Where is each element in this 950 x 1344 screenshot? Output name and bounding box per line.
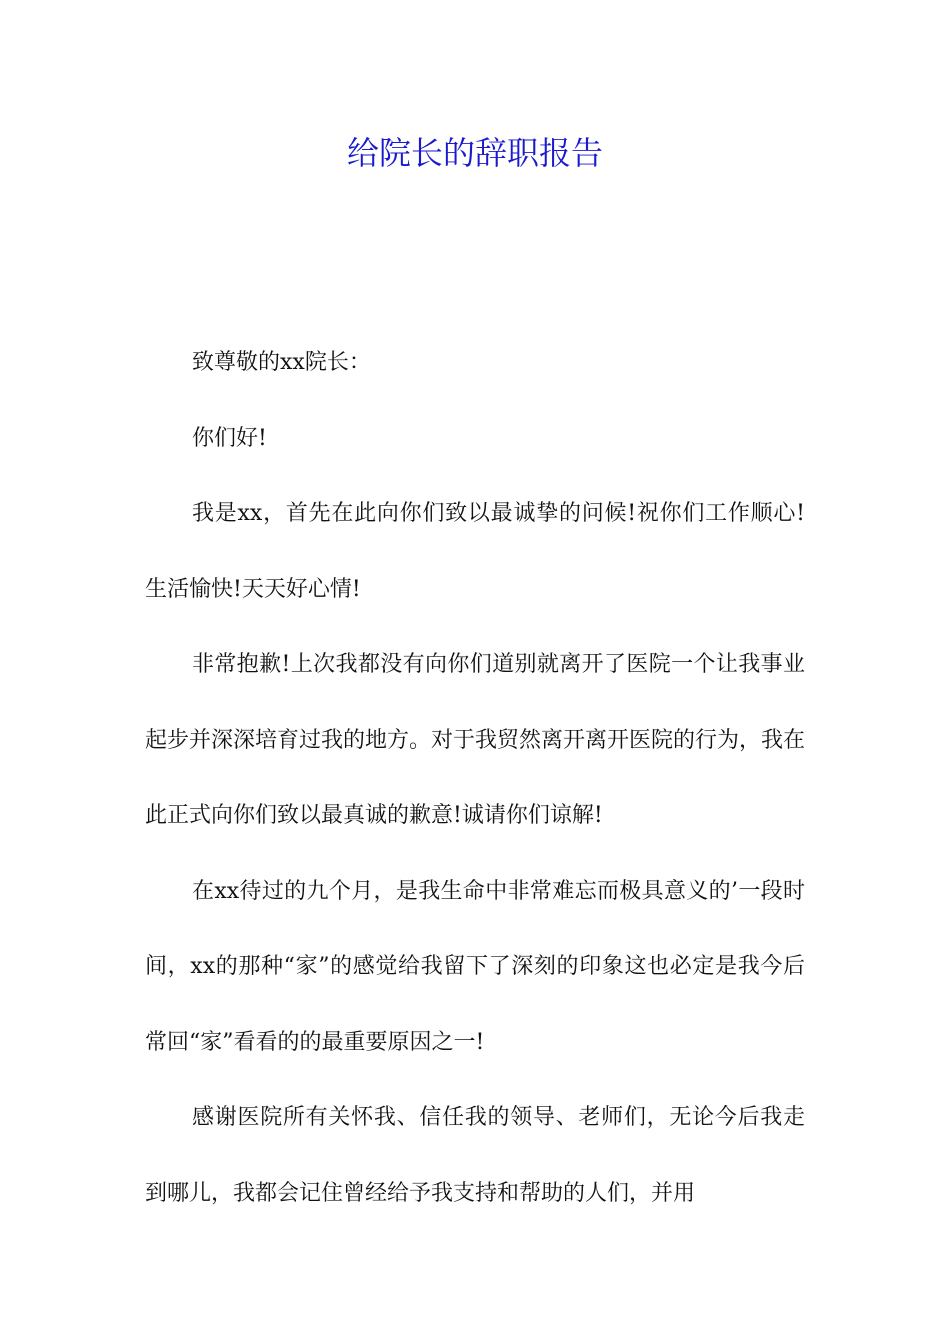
document-body bbox=[145, 325, 805, 1231]
body-paragraph: 非常抱歉!上次我都没有向你们道别就离开了医院一个让我事业起步并深深培育过我的地方。对于我贸然离开离开医院的行为，我在此正式向你们致以最真诚的歉意!诚请你们谅解! bbox=[145, 652, 806, 828]
body-paragraph: 在xx待过的九个月，是我生命中非常难忘而极具意义的’一段时间，xx的那种“家”的感觉给我留下了深刻的印象这也必定是我今后常回“家”看看的的最重要原因之一! bbox=[145, 878, 805, 1055]
salutation: 致尊敬的xx院长： bbox=[192, 350, 371, 375]
body-paragraph: 我是xx，首先在此向你们致以最诚挚的问候!祝你们工作顺心!生活愉快!天天好心情! bbox=[145, 501, 805, 602]
greeting: 你们好! bbox=[192, 425, 267, 451]
document-title: 给院长的辞职报告 bbox=[346, 134, 603, 172]
body-paragraph: 感谢医院所有关怀我、信任我的领导、老师们，无论今后我走到哪儿，我都会记住曾经给予我支持和帮助的人们，并用 bbox=[145, 1105, 805, 1206]
